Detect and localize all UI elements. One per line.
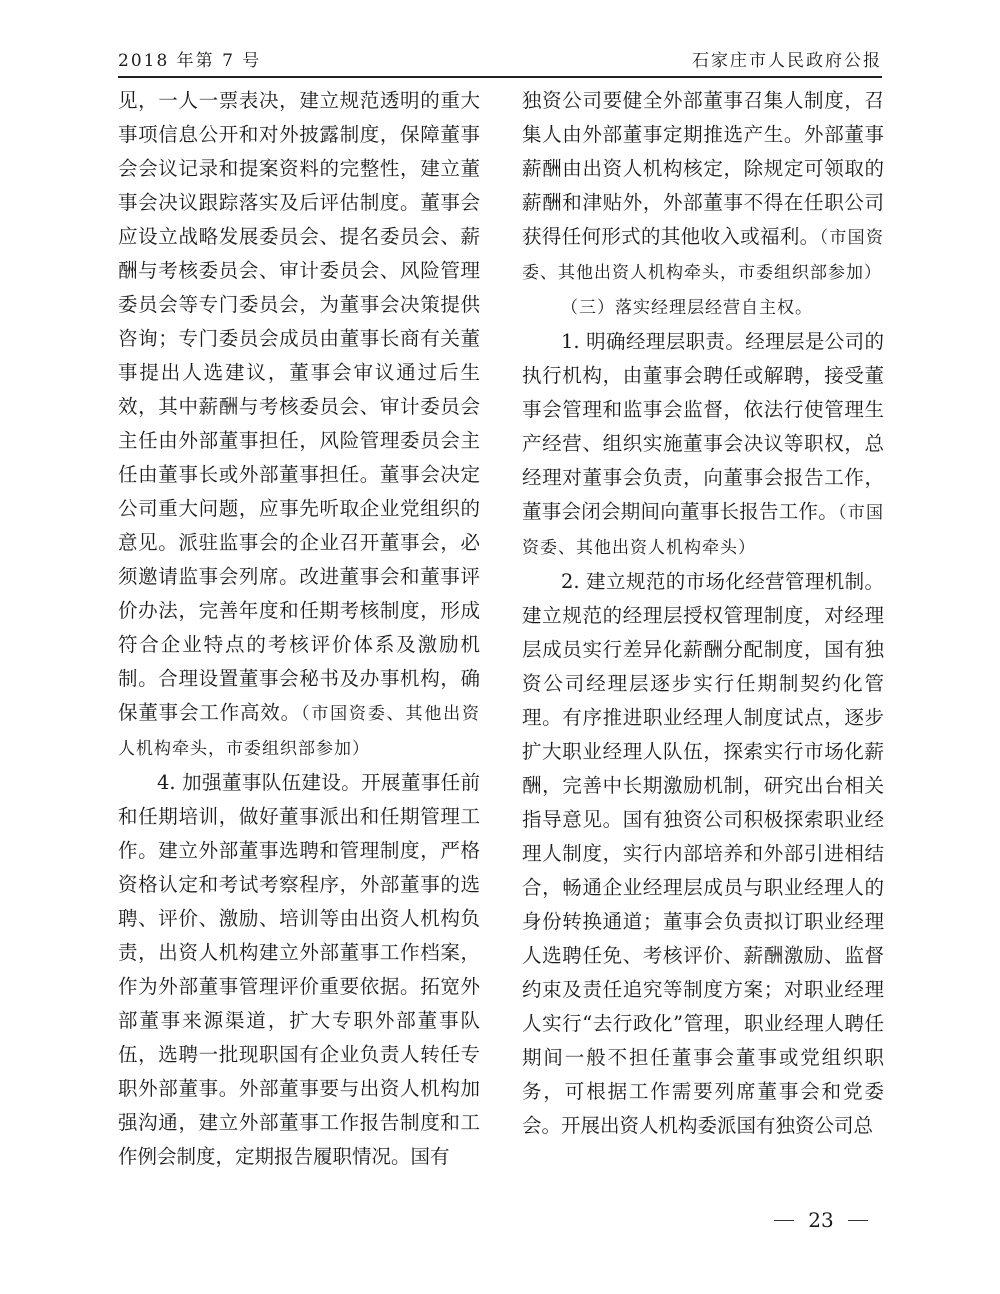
right-paragraph-1-text: 独资公司要健全外部董事召集人制度，召集人由外部董事定期推选产生。外部董事薪酬由出资人机构核定，除规定可领取的薪酬和津贴外，外部董事不得在任职公司获得任何形式的其他收入或福利。 bbox=[522, 89, 884, 248]
page-header bbox=[118, 50, 882, 78]
right-paragraph-3: 2. 建立规范的市场化经营管理机制。建立规范的经理层授权管理制度，对经理层成员实行差异化薪酬分配制度，国有独资公司经理层逐步实行任期制契约化管理。有序推进职业经理人制度试点，逐步扩大职业经理人队伍，探索实行市场化薪酬，完善中长期激励机制，研究出台相关指导意见。国有独资公司积极探索职业经理人制度，实行内部培养和外部引进相结合，畅通企业经理层成员与职业经理人的身份转换通道；董事会负责拟订职业经理人选聘任免、考核评价、薪酬激励、监督约束及责任追究等制度方案；对职业经理人实行“去行政化”管理，职业经理人聘任期间一般不担任董事会董事或党组织职务，可根据工作需要列席董事会和党委会。开展出资人机构委派国有独资公司总 bbox=[522, 570, 884, 1137]
section-heading-text: （三）落实经理层经营自主权。 bbox=[561, 298, 813, 318]
right-column bbox=[522, 84, 884, 1143]
left-paragraph-1-text: 见，一人一票表决，建立规范透明的重大事项信息公开和对外披露制度，保障董事会会议记录和提案资料的完整性，建立董事会决议跟踪落实及后评估制度。董事会应设立战略发展委员会、提名委员会、薪酬与考核委员会、审计委员会、风险管理委员会等专门委员会，为董事会决策提供咨询；专门委员会成员由董事长商有关董事提出人选建议，董事会审议通过后生效，其中薪酬与考核委员会、审计委员会主任由外部董事担任，风险管理委员会主任由董事长或外部董事担任。董事会决定公司重大问题，应事先听取企业党组织的意见。派驻监事会的企业召开董事会，必须邀请监事会列席。改进董事会和董事评价办法，完善年度和任期考核制度，形成符合企业特点的考核评价体系及激励机制。合理设置董事会秘书及办事机构，确保董事会工作高效。 bbox=[118, 89, 480, 724]
issue-label: 2018 年第 7 号 bbox=[118, 51, 262, 71]
page-folio bbox=[760, 1206, 882, 1234]
left-paragraph-2: 4. 加强董事队伍建设。开展董事任前和任期培训，做好董事派出和任期管理工作。建立外部董事选聘和管理制度，严格资格认定和考试考察程序，外部董事的选聘、评价、激励、培训等由出资人机构负责，出资人机构建立外部董事工作档案，作为外部董事管理评价重要依据。拓宽外部董事来源渠道，扩大专职外部董事队伍，选聘一批现职国有企业负责人转任专职外部董事。外部董事要与出资人机构加强沟通，建立外部董事工作报告制度和工作例会制度，定期报告履职情况。国有 bbox=[118, 771, 480, 1168]
left-column bbox=[118, 84, 480, 1174]
right-paragraph-2-text: 1. 明确经理层职责。经理层是公司的执行机构，由董事会聘任或解聘，接受董事会管理和监事会监督，依法行使管理生产经营、组织实施董事会决议等职权，总经理对董事会负责，向董事会报告工作，董事会闭会期间向董事长报告工作。 bbox=[522, 330, 884, 523]
left-paragraph-1-note: （市国资委、其他出资人机构牵头，市委组织部参加） bbox=[118, 704, 480, 759]
page-number: 23 bbox=[808, 1208, 834, 1232]
right-paragraph-1 bbox=[522, 84, 884, 290]
folio-dash-right bbox=[848, 1220, 868, 1221]
left-paragraph-1 bbox=[118, 84, 480, 766]
journal-title: 石家庄市人民政府公报 bbox=[692, 51, 882, 71]
right-paragraph-2-note: （市国资委、其他出资人机构牵头） bbox=[522, 503, 884, 558]
section-heading bbox=[522, 290, 884, 325]
right-paragraph-2 bbox=[522, 325, 884, 565]
right-paragraph-1-note: （市国资委、其他出资人机构牵头，市委组织部参加） bbox=[522, 228, 884, 283]
folio-dash-left bbox=[774, 1220, 794, 1221]
